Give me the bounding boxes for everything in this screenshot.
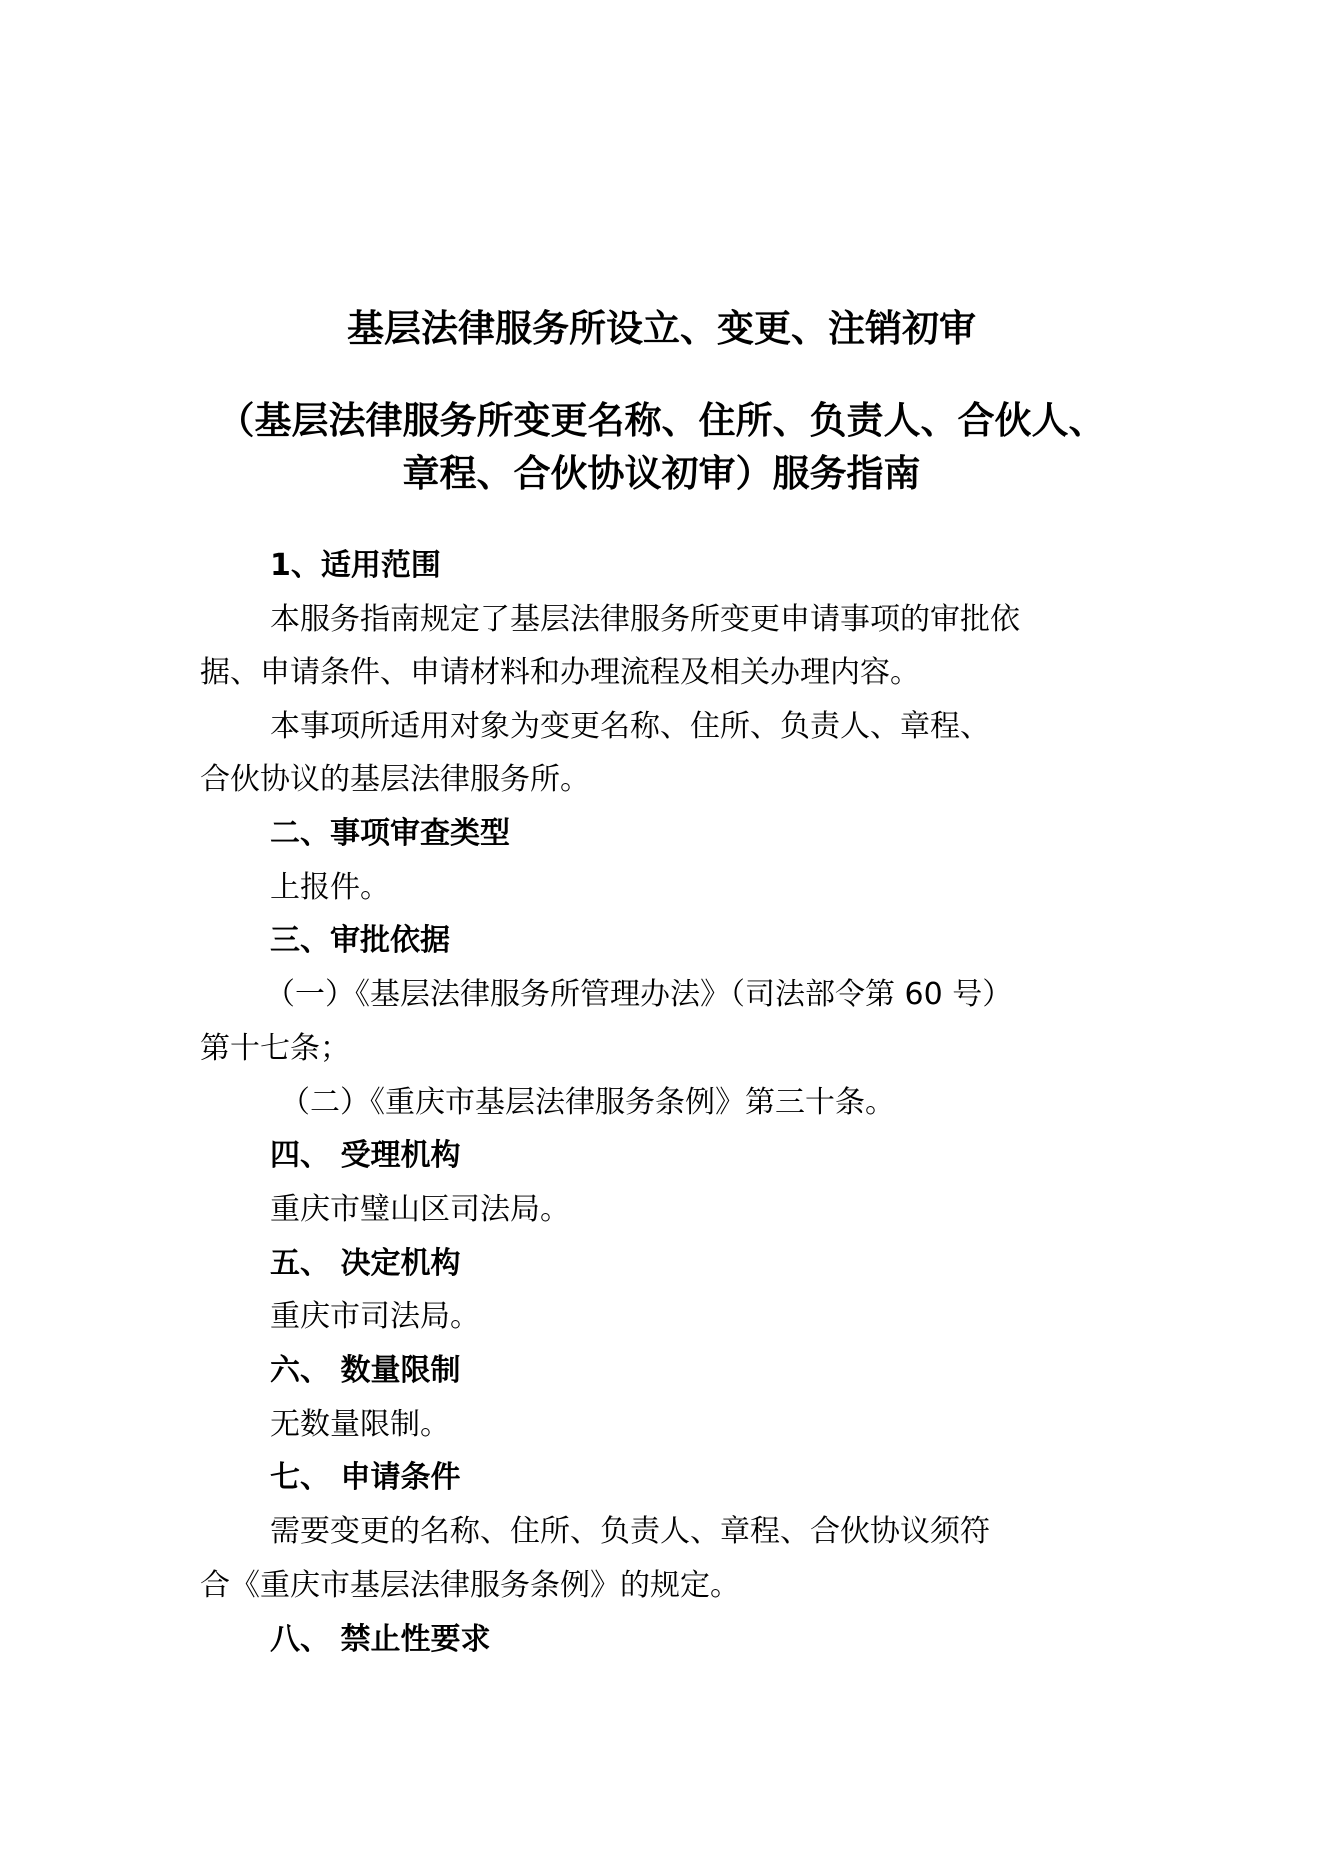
section-7-heading: 七、 申请条件	[270, 1460, 461, 1495]
section-3-item-1-line-2: 第十七条；	[200, 1031, 350, 1066]
section-1-paragraph-1-line-2: 据、申请条件、申请材料和办理流程及相关办理内容。	[200, 655, 920, 690]
section-8-heading: 八、 禁止性要求	[270, 1622, 491, 1657]
section-3-item-2: （二）《重庆市基层法律服务条例》第三十条。	[280, 1085, 895, 1120]
section-5-body: 重庆市司法局。	[270, 1299, 480, 1334]
section-2-body: 上报件。	[270, 870, 390, 905]
section-4-body: 重庆市璧山区司法局。	[270, 1192, 570, 1227]
section-1-paragraph-1-line-1: 本服务指南规定了基层法律服务所变更申请事项的审批依	[270, 602, 1020, 637]
document-subtitle-line-2: 章程、合伙协议初审）服务指南	[402, 452, 921, 495]
section-2-heading: 二、事项审查类型	[270, 816, 510, 851]
section-4-heading: 四、 受理机构	[270, 1138, 461, 1173]
section-1-heading: 1、适用范围	[270, 548, 441, 583]
document-subtitle-line-1: （基层法律服务所变更名称、住所、负责人、合伙人、	[217, 399, 1106, 442]
section-7-body-line-1: 需要变更的名称、住所、负责人、章程、合伙协议须符	[270, 1514, 990, 1549]
section-3-heading: 三、审批依据	[270, 923, 450, 958]
section-6-heading: 六、 数量限制	[270, 1353, 461, 1388]
section-6-body: 无数量限制。	[270, 1407, 450, 1442]
document-title: 基层法律服务所设立、变更、注销初审	[347, 307, 976, 350]
section-1-paragraph-2-line-1: 本事项所适用对象为变更名称、住所、负责人、章程、	[270, 709, 990, 744]
section-5-heading: 五、 决定机构	[270, 1246, 461, 1281]
section-1-paragraph-2-line-2: 合伙协议的基层法律服务所。	[200, 762, 590, 797]
section-7-body-line-2: 合《重庆市基层法律服务条例》的规定。	[200, 1568, 740, 1603]
section-3-item-1-line-1: （一）《基层法律服务所管理办法》（司法部令第 60 号）	[265, 977, 1013, 1012]
